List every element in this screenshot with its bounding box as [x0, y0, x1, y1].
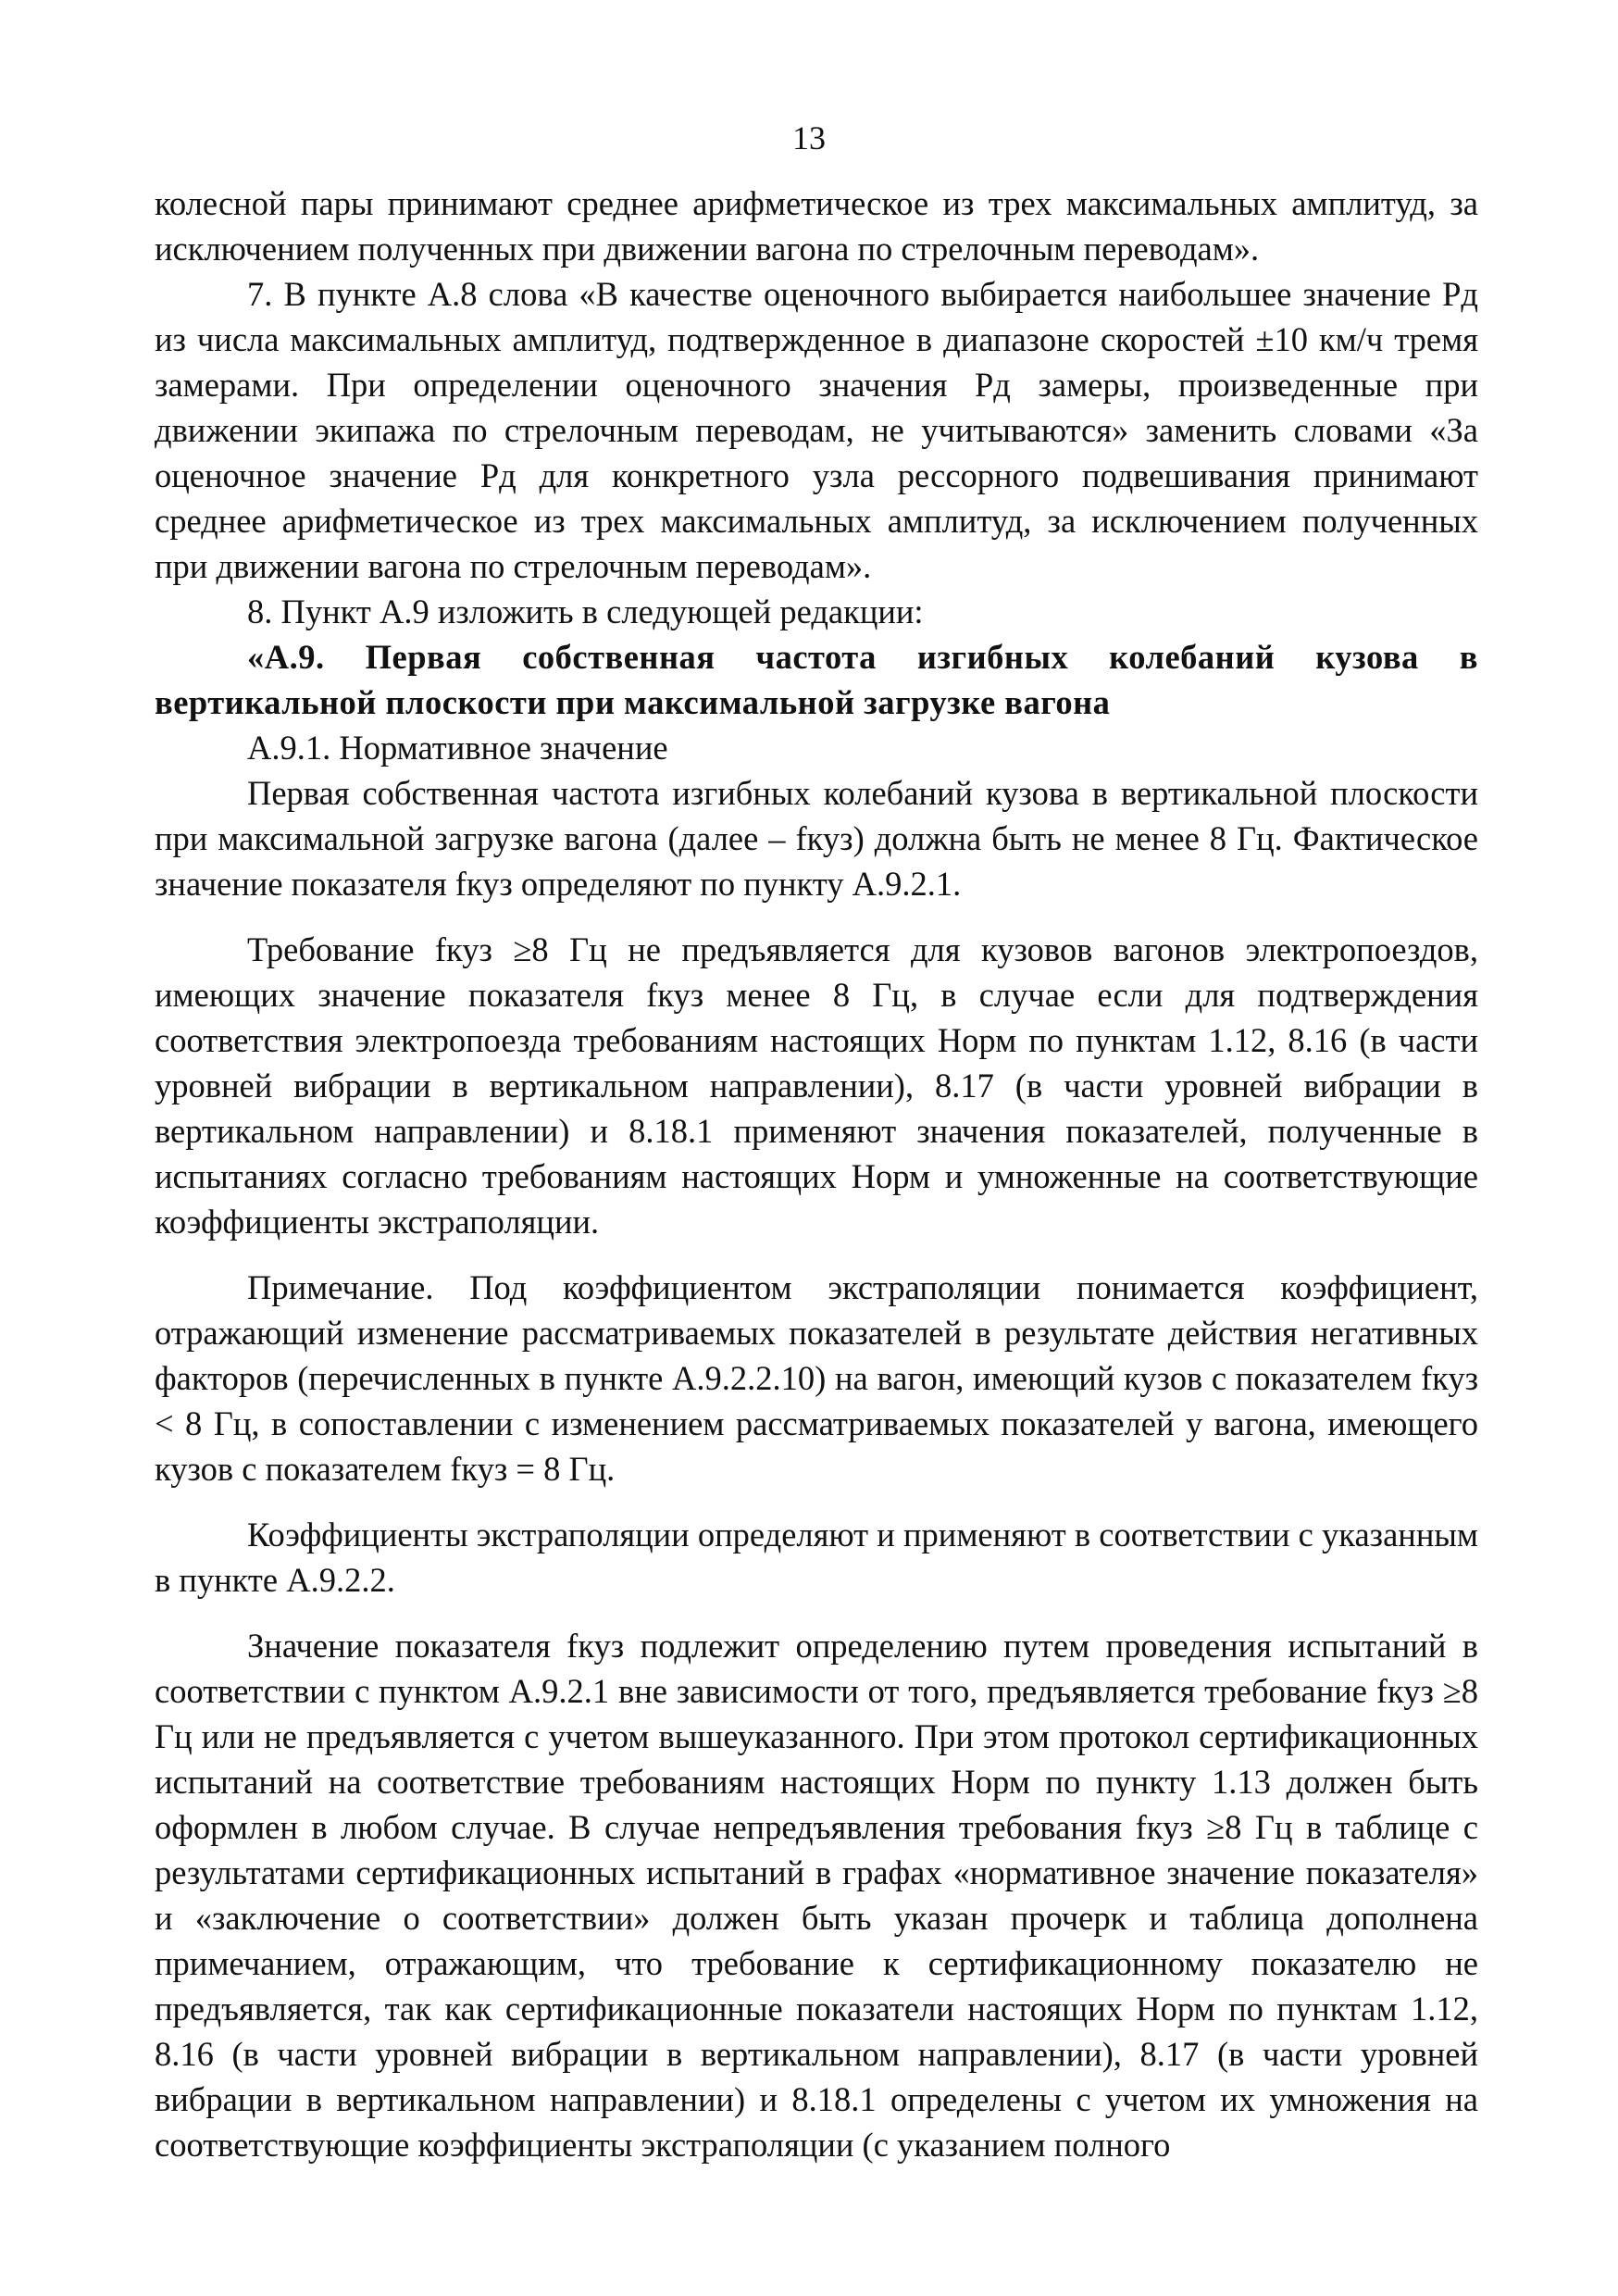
paragraph: Требование fкуз ≥8 Гц не предъявляется для кузовов вагонов электропоездов, имеющих значение показателя fкуз менее 8 Гц, в случае если для подтверждения соответствия электропоезда требованиям настоящих Норм по пунктам 1.12, 8.16 (в части уровней вибрации в вертикальном направлении), 8.17 (в части уровней вибрации в вертикальном направлении) и 8.18.1 применяют значения показателей, полученные в испытаниях согласно требованиям настоящих Норм и умноженные на соответствующие коэффициенты экстраполяции. — [155, 930, 1478, 1241]
page-number: 13 — [792, 119, 826, 156]
note-paragraph: Примечание. Под коэффициентом экстраполяции понимается коэффициент, отражающий изменение рассматриваемых показателей в результате действия негативных факторов (перечисленных в пункте А.9.2.2.10) на вагон, имеющий кузов с показателем fкуз < 8 Гц, в сопоставлении с изменением рассматриваемых показателей у вагона, имеющего кузов с показателем fкуз = 8 Гц. — [155, 1268, 1478, 1488]
document-body — [155, 181, 1478, 2167]
paragraph: 8. Пункт А.9 изложить в следующей редакции: — [247, 593, 924, 630]
paragraph: колесной пары принимают среднее арифметическое из трех максимальных амплитуд, за исключением полученных при движении вагона по стрелочным переводам». — [155, 184, 1478, 268]
section-heading: «А.9. Первая собственная частота изгибных колебаний кузова в вертикальной плоскости при максимальной загрузке вагона — [155, 638, 1478, 721]
paragraph: Коэффициенты экстраполяции определяют и применяют в соответствии с указанным в пункте А.9.2.2. — [155, 1516, 1478, 1599]
paragraph: Первая собственная частота изгибных колебаний кузова в вертикальной плоскости при максимальной загрузке вагона (далее – fкуз) должна быть не менее 8 Гц. Фактическое значение показателя fкуз определяют по пункту А.9.2.1. — [155, 774, 1478, 903]
paragraph: Значение показателя fкуз подлежит определению путем проведения испытаний в соответствии с пунктом А.9.2.1 вне зависимости от того, предъявляется требование fкуз ≥8 Гц или не предъявляется с учетом вышеуказанного. При этом протокол сертификационных испытаний на соответствие требованиям настоящих Норм по пункту 1.13 должен быть оформлен в любом случае. В случае непредъявления требования fкуз ≥8 Гц в таблице с результатами сертификационных испытаний в графах «нормативное значение показателя» и «заключение о соответствии» должен быть указан прочерк и таблица дополнена примечанием, отражающим, что требование к сертификационному показателю не предъявляется, так как сертификационные показатели настоящих Норм по пунктам 1.12, 8.16 (в части уровней вибрации в вертикальном направлении), 8.17 (в части уровней вибрации в вертикальном направлении) и 8.18.1 определены с учетом их умножения на соответствующие коэффициенты экстраполяции (с указанием полного — [155, 1627, 1478, 2164]
subsection-title: А.9.1. Нормативное значение — [247, 729, 668, 767]
paragraph: 7. В пункте А.8 слова «В качестве оценочного выбирается наибольшее значение Pд из числа максимальных амплитуд, подтвержденное в диапазоне скоростей ±10 км/ч тремя замерами. При определении оценочного значения Pд замеры, произведенные при движении экипажа по стрелочным переводам, не учитываются» заменить словами «За оценочное значение Pд для конкретного узла рессорного подвешивания принимают среднее арифметическое из трех максимальных амплитуд, за исключением полученных при движении вагона по стрелочным переводам». — [155, 275, 1478, 585]
